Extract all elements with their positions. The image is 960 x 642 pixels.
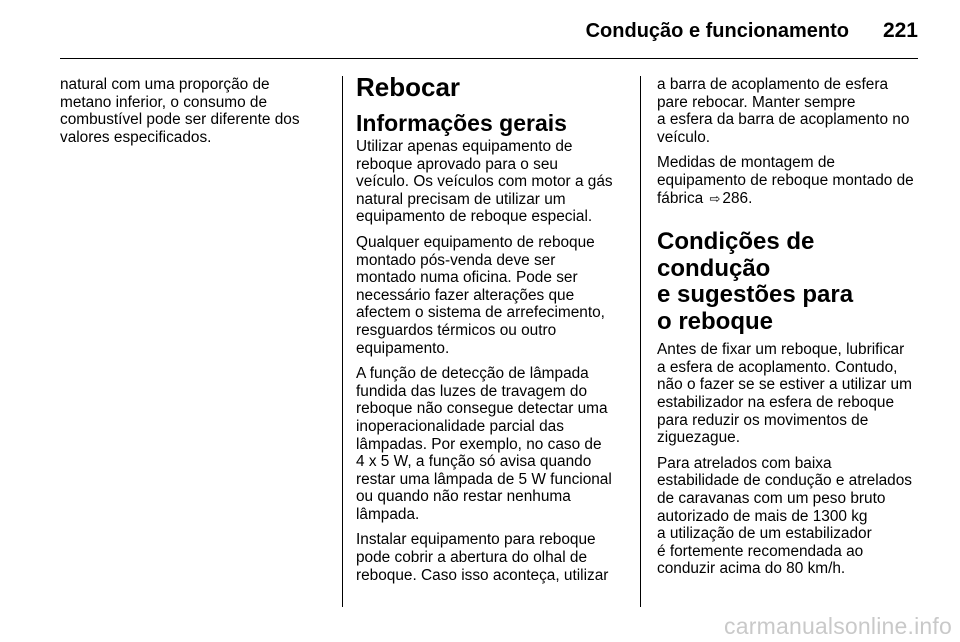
text-line: não o fazer se se estiver a utilizar um [657,376,912,394]
header-rule [60,58,918,59]
text-line: lâmpadas. Por exemplo, no caso de [356,435,602,453]
text-line: valores especificados. [60,128,212,146]
section-title: Condução e funcionamento [585,19,849,42]
paragraph [657,341,925,447]
page-reference[interactable]: 286. [722,189,753,207]
text-line: reboque. Caso isso aconteça, utilizar [356,566,609,584]
text-line: Para atrelados com baixa [657,454,832,472]
text-line: natural precisam de utilizar um [356,190,566,208]
section-heading: Rebocar [356,72,461,102]
page-header [586,14,918,48]
text-line: combustível pode ser diferente dos [60,111,300,129]
text-line: necessário fazer alterações que [356,286,575,304]
column-divider [640,76,641,607]
text-line: afectem o sistema de arrefecimento, [356,304,605,322]
arrow-reference-icon: ⇨ [709,190,721,206]
text-line: 4 x 5 W, a função só avisa quando [356,453,592,471]
text-line: lâmpada. [356,505,420,523]
paragraph [356,234,628,357]
column-2 [356,72,628,592]
text-line: a barra de acoplamento de esfera [657,76,889,93]
paragraph [356,138,628,226]
text-line: para reduzir os movimentos de [657,411,869,429]
text-line: Qualquer equipamento de reboque [356,233,595,251]
subsection-heading [657,229,925,335]
page-number: 221 [882,19,918,42]
column-divider [342,76,343,607]
text-line: estabilidade de condução e atrelados [657,472,912,490]
text-line: é fortemente recomendada ao [657,542,864,560]
text-line: resguardos térmicos ou outro [356,321,557,339]
text-line: pare rebocar. Manter sempre [657,93,856,111]
text-line: a esfera de acoplamento. Contudo, [657,358,898,376]
text-line: Utilizar apenas equipamento de [356,138,573,155]
text-line: montado pós-venda deve ser [356,251,556,269]
text-line: metano inferior, o consumo de [60,93,268,111]
paragraph [60,76,332,146]
text-line: equipamento. [356,339,450,357]
heading-line: e sugestões para [657,281,854,309]
text-line: A função de detecção de lâmpada [356,365,589,383]
text-line: reboque não consegue detectar uma [356,400,608,418]
paragraph [657,154,925,207]
text-line: fundida das luzes de travagem do [356,382,588,400]
text-line: montado numa oficina. Pode ser [356,269,578,287]
text-line: veículo. Os veículos com motor a gás [356,173,613,191]
subsection-heading: Informações gerais [356,110,567,136]
heading-line: Condições de condução [657,228,815,282]
text-line: ziguezague. [657,429,741,447]
text-line: estabilizador na esfera de reboque [657,393,895,411]
paragraph [356,365,628,523]
text-line: equipamento de reboque montado de [657,171,914,189]
text-line: natural com uma proporção de [60,76,270,93]
text-line: conduzir acima do 80 km/h. [657,560,846,578]
text-line: Medidas de montagem de [657,154,835,172]
paragraph [657,455,925,578]
text-line: a utilização de um estabilizador [657,525,872,543]
text-line: restar uma lâmpada de 5 W funcional [356,470,612,488]
paragraph [657,76,925,146]
column-1 [60,76,332,154]
text-line: veículo. [657,128,711,146]
text-line: fábrica [657,189,704,207]
text-line: inoperacionalidade parcial das [356,417,564,435]
text-line: Instalar equipamento para reboque [356,531,596,549]
text-line: ou quando não restar nenhuma [356,488,571,506]
text-line: de caravanas com um peso bruto [657,489,886,507]
paragraph [356,531,628,584]
text-line: autorizado de mais de 1300 kg [657,507,868,525]
watermark: carmanualsonline.info [724,613,952,639]
text-line: pode cobrir a abertura do olhal de [356,549,588,567]
column-3 [657,76,925,586]
text-line: Antes de fixar um reboque, lubrificar [657,341,905,359]
text-line: reboque aprovado para o seu [356,155,558,173]
text-line: a esfera da barra de acoplamento no [657,111,910,129]
text-line: equipamento de reboque especial. [356,208,593,226]
heading-line: o reboque [657,307,774,335]
